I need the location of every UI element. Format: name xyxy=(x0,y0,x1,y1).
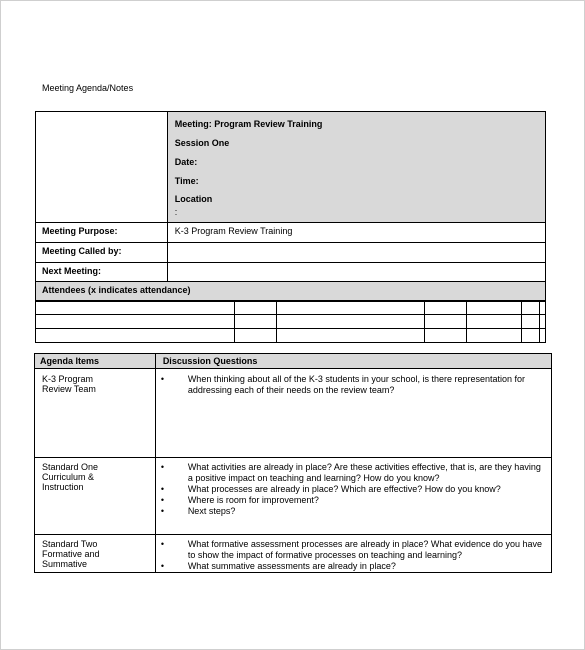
attendee-cell xyxy=(276,329,425,343)
attendee-cell xyxy=(467,315,522,329)
meeting-purpose-value: K-3 Program Review Training xyxy=(167,223,545,243)
agenda-item-line: Review Team xyxy=(42,384,96,394)
agenda-item xyxy=(35,458,156,535)
question-item: • Next steps? xyxy=(188,506,547,517)
meeting-called-by-value xyxy=(167,243,545,263)
agenda-item xyxy=(35,369,156,458)
meeting-details-cell xyxy=(167,112,545,223)
agenda-item-line: Curriculum & xyxy=(42,472,95,482)
meeting-info-table xyxy=(35,111,546,302)
attendee-cell xyxy=(276,315,425,329)
agenda-table xyxy=(34,353,552,573)
agenda-item-line: Summative xyxy=(42,559,88,569)
attendee-cell xyxy=(539,301,545,315)
question-item: • Where is room for improvement? xyxy=(188,495,547,506)
attendees-header: Attendees (x indicates attendance) xyxy=(36,282,546,302)
attendee-cell xyxy=(36,329,235,343)
question-item: • What summative assessments are already in place? xyxy=(188,561,547,572)
question-item: • What activities are already in place? Are these activities effective, that is, are they having a positive impact on teaching and learning? How do you know? xyxy=(188,462,547,484)
attendee-cell xyxy=(425,329,467,343)
discussion-questions xyxy=(155,369,551,458)
attendee-cell xyxy=(467,301,522,315)
next-meeting-value xyxy=(167,263,545,282)
agenda-item xyxy=(35,535,156,573)
discussion-questions xyxy=(155,535,551,573)
attendees-grid xyxy=(35,300,546,343)
document-heading: Meeting Agenda/Notes xyxy=(42,83,134,93)
meeting-title: Meeting: Program Review Training xyxy=(174,119,323,129)
discussion-questions xyxy=(155,458,551,535)
meeting-called-by-label: Meeting Called by: xyxy=(36,243,168,263)
agenda-item-line: Standard One xyxy=(42,462,99,472)
attendee-cell xyxy=(522,329,540,343)
agenda-item-line: Formative and xyxy=(42,549,100,559)
attendee-cell xyxy=(36,315,235,329)
question-item: • What processes are already in place? Which are effective? How do you know? xyxy=(188,484,547,495)
question-item: • What formative assessment processes are already in place? What evidence do you have to show the impact of formative processes on teaching and learning? xyxy=(188,539,547,561)
attendee-cell xyxy=(425,315,467,329)
attendee-cell xyxy=(425,301,467,315)
attendee-cell xyxy=(234,315,276,329)
next-meeting-label: Next Meeting: xyxy=(36,263,168,282)
attendee-cell xyxy=(522,301,540,315)
agenda-item-line: Instruction xyxy=(42,482,84,492)
attendee-cell xyxy=(234,301,276,315)
attendee-cell xyxy=(522,315,540,329)
attendee-cell xyxy=(467,329,522,343)
date-label: Date: xyxy=(174,157,198,167)
location-label: Location xyxy=(174,194,213,204)
meeting-box-blank-cell xyxy=(36,112,168,223)
session-label: Session One xyxy=(174,138,230,148)
attendee-cell xyxy=(539,315,545,329)
attendee-cell xyxy=(234,329,276,343)
agenda-items-header: Agenda Items xyxy=(35,354,156,369)
attendee-cell xyxy=(276,301,425,315)
question-item: • When thinking about all of the K-3 students in your school, is there representation for addressing each of their needs on the review team? xyxy=(188,374,547,396)
meeting-purpose-label: Meeting Purpose: xyxy=(36,223,168,243)
location-colon: : xyxy=(174,207,178,217)
time-label: Time: xyxy=(174,176,199,186)
agenda-item-line: K-3 Program xyxy=(42,374,94,384)
agenda-item-line: Standard Two xyxy=(42,539,98,549)
discussion-questions-header: Discussion Questions xyxy=(155,354,551,369)
attendee-cell xyxy=(36,301,235,315)
attendee-cell xyxy=(539,329,545,343)
